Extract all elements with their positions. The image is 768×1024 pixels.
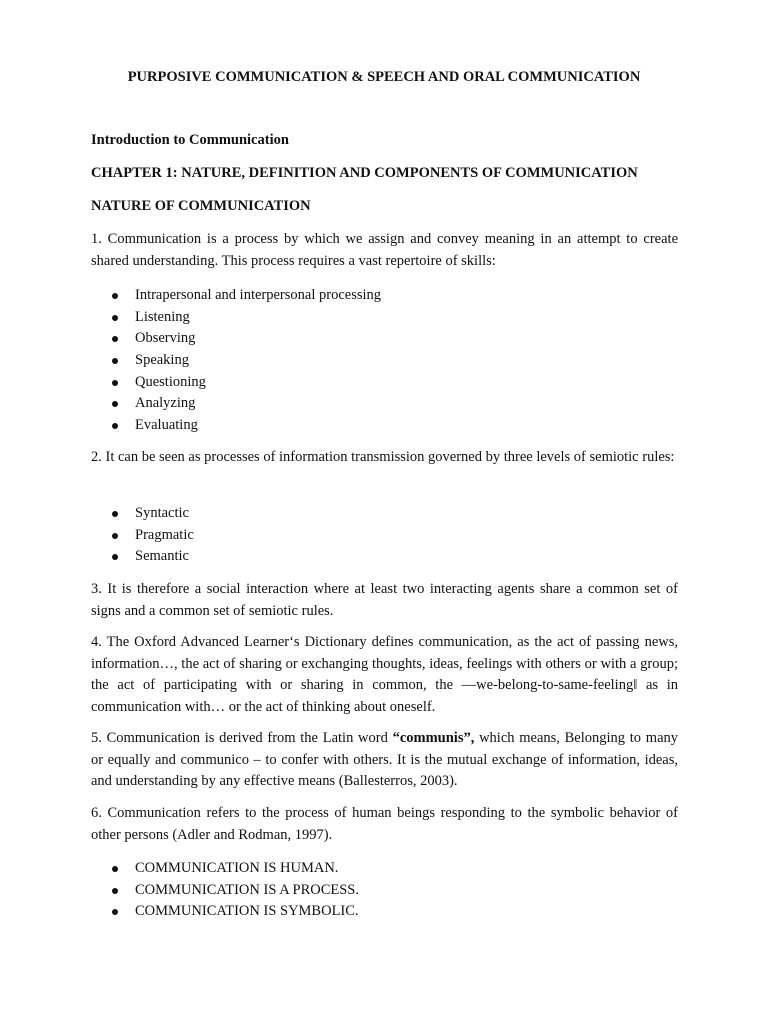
bullet-icon — [112, 888, 118, 894]
list-item-text: COMMUNICATION IS HUMAN. — [135, 860, 339, 876]
latin-term: “communis”, — [392, 730, 475, 746]
bullet-icon — [112, 554, 118, 560]
semiotic-rules-list — [91, 503, 651, 568]
bullet-icon — [112, 511, 118, 517]
list-item-text: Analyzing — [135, 395, 196, 412]
skills-list — [91, 285, 651, 437]
list-item-text: COMMUNICATION IS A PROCESS. — [135, 881, 359, 898]
bullet-icon — [112, 533, 118, 539]
list-item-text: Listening — [135, 308, 190, 325]
list-item-text: Intrapersonal and interpersonal processing — [135, 287, 382, 303]
list-item — [91, 393, 651, 415]
list-item — [91, 285, 651, 307]
document-title: PURPOSIVE COMMUNICATION & SPEECH AND ORAL COMMUNICATION — [127, 69, 641, 85]
list-item — [91, 546, 651, 568]
bullet-icon — [112, 380, 118, 386]
paragraph-4: 4. The Oxford Advanced Learner‘s Dictionary defines communication, as the act of passing news, information…, the act of sharing or exchanging thoughts, ideas, feelings with others or with a group; the act of participating with or sharing in common, the ―we-belong-to-same-feeling‖ as in communication with… or the act of thinking about oneself. — [91, 634, 678, 715]
paragraph-1: 1. Communication is a process by which we assign and convey meaning in an attempt to create shared understanding. This process requires a vast repertoire of skills: — [91, 231, 678, 269]
bullet-icon — [112, 401, 118, 407]
paragraph-5-end: which means, Belonging to many or equally and communico – to confer with others. It is the mutual exchange of information, ideas, and understanding by any effective means (Ballesterros, 2003). — [91, 730, 679, 789]
bullet-icon — [112, 293, 118, 299]
list-item — [91, 525, 651, 547]
bullet-icon — [112, 358, 118, 364]
list-item — [91, 350, 651, 372]
list-item-text: Semantic — [135, 548, 189, 565]
bullet-icon — [112, 336, 118, 342]
principles-list — [91, 858, 651, 923]
list-item — [91, 858, 651, 880]
list-item-text: COMMUNICATION IS SYMBOLIC. — [135, 903, 359, 920]
chapter-heading: CHAPTER 1: NATURE, DEFINITION AND COMPONENTS OF COMMUNICATION — [91, 165, 638, 181]
list-item-text: Syntactic — [135, 505, 189, 521]
paragraph-5-start: 5. Communication is derived from the Latin word — [91, 730, 393, 746]
bullet-icon — [112, 866, 118, 872]
list-item — [91, 880, 651, 902]
list-item — [91, 372, 651, 394]
section-heading: NATURE OF COMMUNICATION — [91, 198, 311, 214]
list-item — [91, 307, 651, 329]
paragraph-5 — [91, 728, 678, 793]
list-item — [91, 415, 651, 437]
paragraph-3: 3. It is therefore a social interaction where at least two interacting agents share a common set of signs and a common set of semiotic rules. — [91, 581, 678, 619]
list-item-text: Questioning — [135, 373, 206, 390]
list-item-text: Observing — [135, 330, 196, 347]
intro-heading: Introduction to Communication — [91, 132, 289, 148]
list-item — [91, 901, 651, 923]
list-item — [91, 328, 651, 350]
bullet-icon — [112, 423, 118, 429]
list-item-text: Evaluating — [135, 417, 198, 434]
list-item-text: Speaking — [135, 352, 189, 369]
paragraph-6: 6. Communication refers to the process of human beings responding to the symbolic behavior of other persons (Adler and Rodman, 1997). — [91, 805, 678, 843]
paragraph-2: 2. It can be seen as processes of information transmission governed by three levels of semiotic rules: — [91, 449, 675, 465]
bullet-icon — [112, 909, 118, 915]
bullet-icon — [112, 315, 118, 321]
list-item-text: Pragmatic — [135, 526, 194, 543]
list-item — [91, 503, 651, 525]
